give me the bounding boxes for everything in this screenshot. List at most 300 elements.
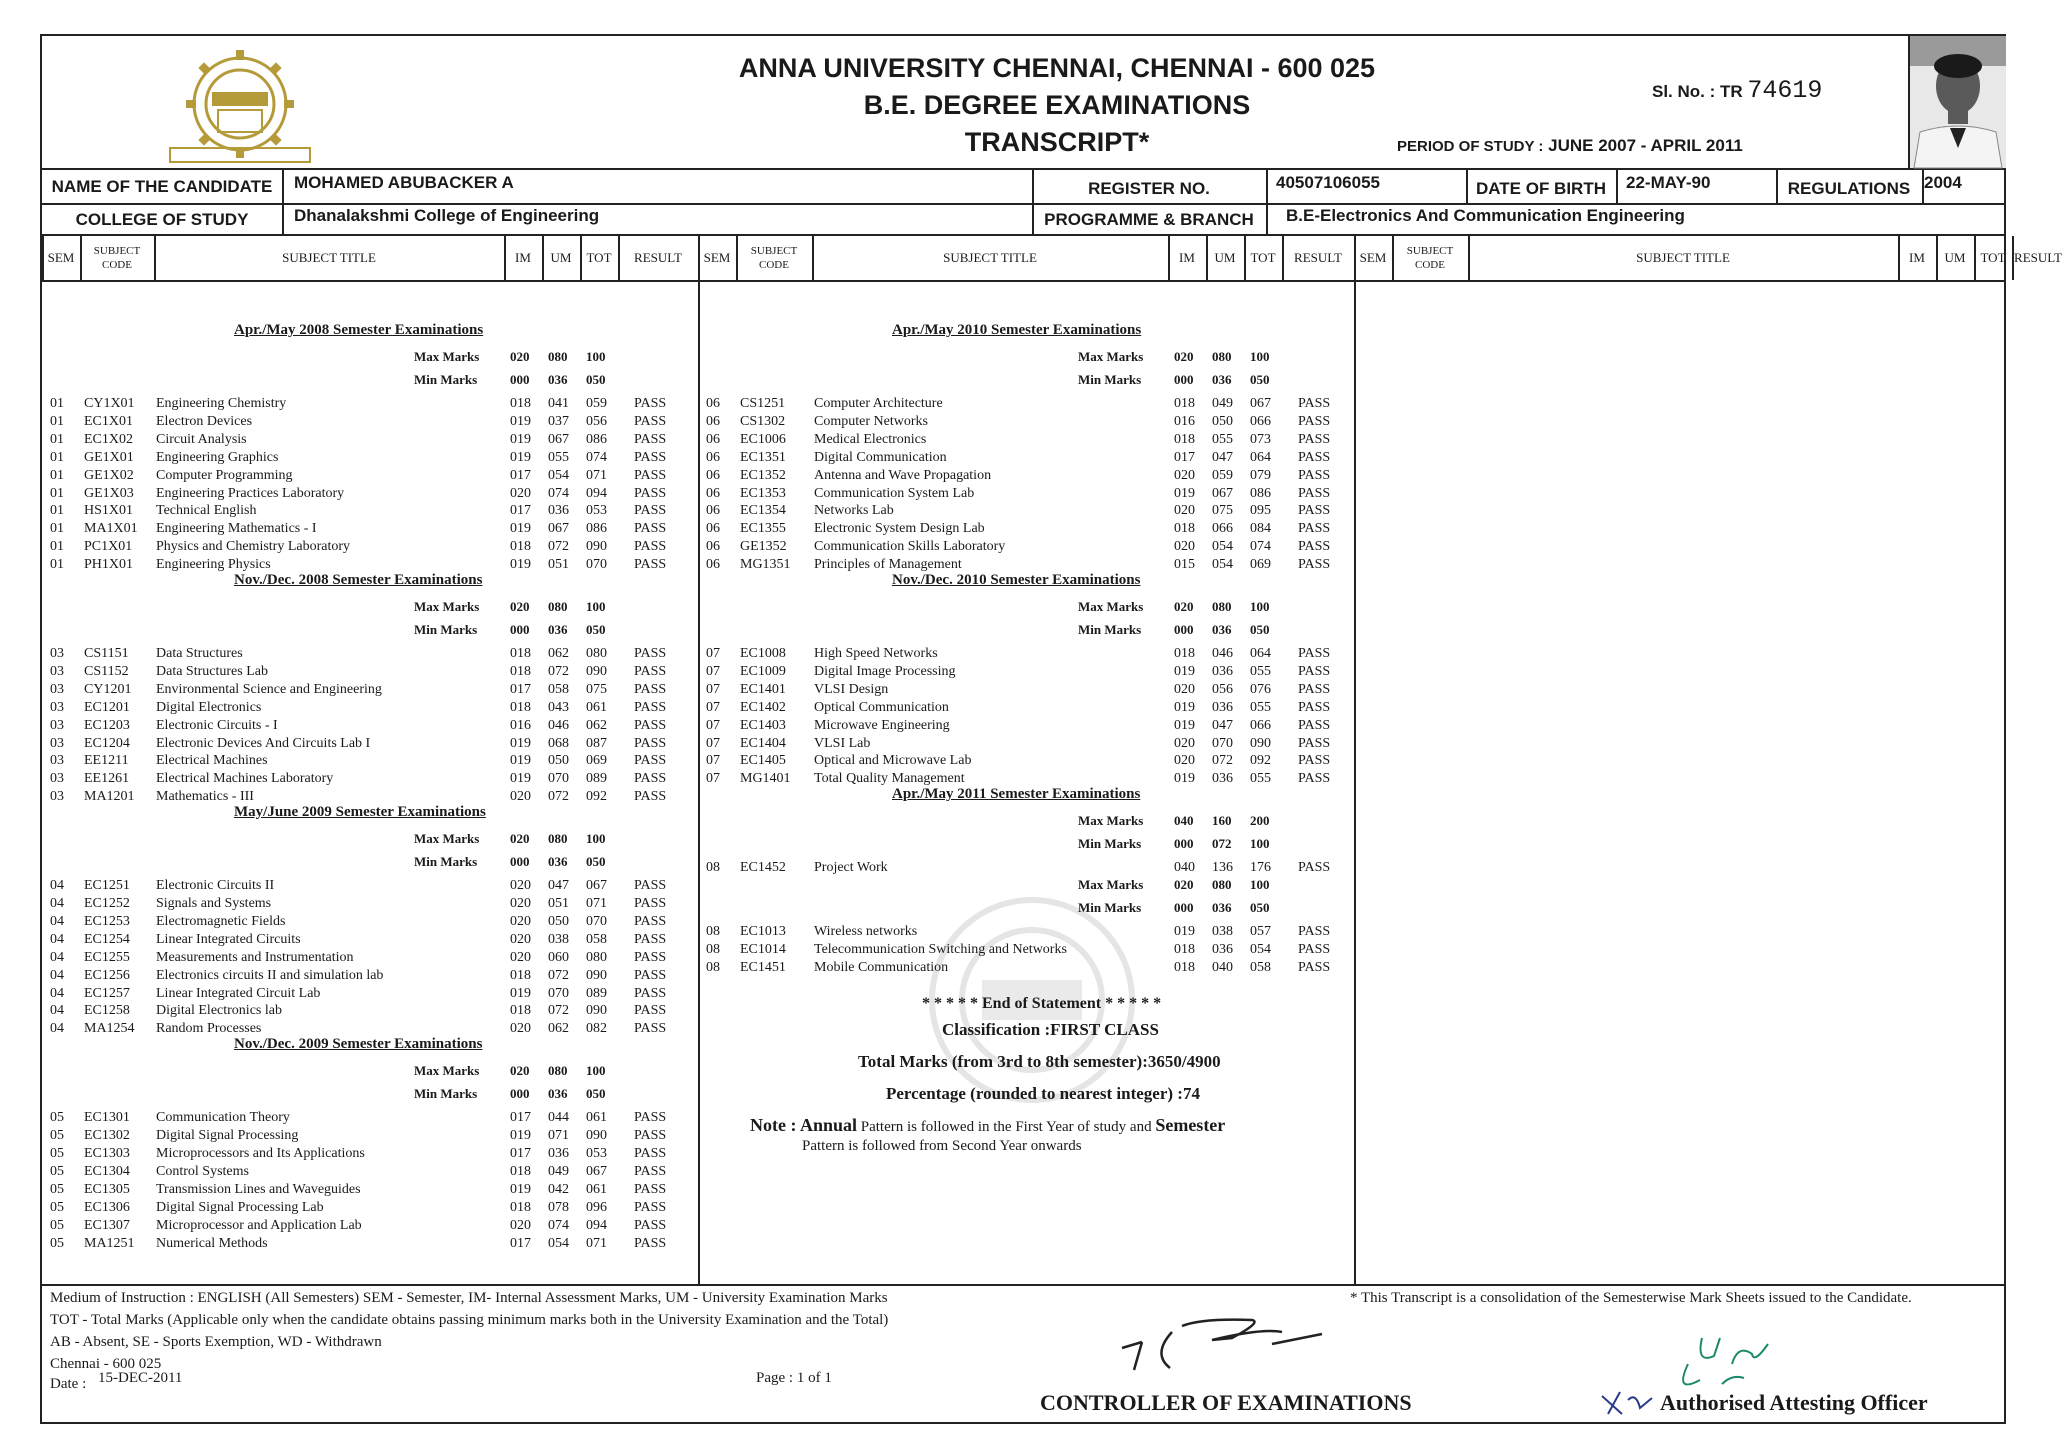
cell-tot: 090 (586, 539, 607, 555)
column-header-um: UM (1214, 250, 1236, 265)
cell-res: PASS (1298, 431, 1331, 447)
cell-im: 019 (510, 735, 531, 751)
cell-res: PASS (1298, 413, 1331, 429)
cell-code: GE1352 (740, 539, 787, 555)
cell-code: EC1303 (84, 1146, 130, 1161)
cell-um: 067 (548, 431, 569, 447)
cell-code: GE1X02 (84, 467, 134, 483)
cell-um: 054 (1212, 557, 1233, 573)
marks-im: 000 (1174, 372, 1194, 387)
cell-um: 070 (548, 985, 569, 1001)
cell-sem: 03 (50, 646, 64, 661)
cell-sem: 06 (706, 503, 720, 519)
cell-sem: 06 (706, 413, 720, 429)
cell-im: 018 (1174, 521, 1195, 537)
column-header-im: IM (1909, 250, 1925, 265)
marks-label: Min Marks (414, 1086, 478, 1102)
cell-tot: 089 (586, 771, 607, 787)
marks-tot: 100 (586, 349, 606, 364)
cell-im: 019 (510, 771, 531, 787)
cell-title: Numerical Methods (156, 1235, 268, 1251)
cell-tot: 058 (1250, 959, 1271, 975)
cell-um: 074 (548, 485, 569, 501)
cell-code: EC1253 (84, 913, 130, 929)
cell-um: 071 (548, 1128, 569, 1144)
cell-code: GE1X01 (84, 449, 134, 465)
register-label: REGISTER NO. (1088, 179, 1210, 198)
marks-tot: 100 (1250, 349, 1270, 364)
cell-code: EC1013 (740, 924, 786, 940)
cell-res: PASS (634, 1021, 667, 1037)
cell-sem: 08 (706, 942, 720, 957)
cell-code: EE1261 (84, 771, 130, 787)
marks-im: 000 (1174, 622, 1194, 637)
cell-title: Optical Communication (814, 699, 949, 715)
cell-im: 019 (510, 985, 531, 1001)
marks-tot: 100 (1250, 877, 1270, 893)
marks-label: Min Marks (1078, 622, 1142, 637)
subject-row (42, 1002, 667, 1020)
cell-res: PASS (634, 539, 667, 555)
cell-im: 018 (510, 1163, 531, 1179)
cell-tot: 055 (1250, 771, 1271, 787)
column-header-sem: SEM (1359, 250, 1387, 265)
column-divider (580, 236, 582, 280)
cell-tot: 064 (1250, 646, 1271, 661)
cell-sem: 06 (706, 431, 720, 447)
cell-tot: 090 (586, 967, 607, 983)
cell-res: PASS (1298, 959, 1331, 975)
column-header-sem: SEM (703, 250, 731, 265)
percentage: Percentage (rounded to nearest integer) :74 (886, 1084, 1200, 1103)
cell-im: 016 (1174, 413, 1195, 429)
cell-um: 068 (548, 735, 569, 751)
cell-im: 018 (510, 1199, 531, 1215)
cell-tot: 075 (586, 681, 607, 697)
cell-sem: 01 (50, 557, 64, 573)
column-header-title: SUBJECT TITLE (1636, 250, 1730, 265)
cell-title: Random Processes (156, 1021, 262, 1037)
cell-tot: 086 (1250, 485, 1271, 501)
subject-row (42, 895, 667, 913)
cell-code: EC1251 (84, 878, 130, 894)
cell-res: PASS (634, 771, 667, 787)
cell-title: Data Structures Lab (156, 663, 268, 679)
exam-name: B.E. DEGREE EXAMINATIONS (863, 90, 1251, 120)
cell-title: Digital Electronics (156, 699, 262, 715)
cell-tot: 067 (586, 878, 607, 894)
cell-title: Digital Image Processing (814, 663, 956, 679)
cell-sem: 06 (706, 449, 720, 465)
cell-title: Engineering Graphics (156, 449, 279, 465)
cell-sem: 05 (50, 1235, 64, 1251)
column-divider (1468, 236, 1470, 280)
cell-tot: 076 (1250, 681, 1271, 697)
cell-im: 019 (510, 753, 531, 769)
cell-im: 017 (1174, 449, 1195, 465)
cell-title: Signals and Systems (156, 896, 272, 911)
cell-sem: 01 (50, 521, 64, 537)
cell-tot: 086 (586, 521, 607, 537)
cell-tot: 066 (1250, 717, 1271, 733)
marks-um: 080 (548, 349, 568, 364)
marks-um: 080 (548, 831, 568, 847)
cell-im: 020 (510, 1217, 531, 1233)
cell-um: 046 (548, 717, 569, 733)
note-middle: Pattern is followed in the First Year of study and (857, 1119, 1156, 1135)
marks-im: 000 (1174, 836, 1194, 852)
cell-res: PASS (634, 1146, 667, 1161)
column-header-res: RESULT (1294, 250, 1342, 265)
cell-sem: 07 (706, 681, 720, 697)
cell-title: Electronic System Design Lab (814, 521, 985, 537)
cell-tot: 053 (586, 1146, 607, 1161)
university-title-block (707, 50, 1407, 161)
college-name: Dhanalakshmi College of Engineering (294, 206, 600, 225)
cell-sem: 07 (706, 717, 720, 733)
cell-sem: 04 (50, 1003, 64, 1019)
cell-title: Digital Communication (814, 449, 947, 465)
cell-um: 038 (1212, 924, 1233, 940)
marks-label: Min Marks (1078, 836, 1142, 852)
cell-tot: 070 (586, 557, 607, 573)
cell-code: PH1X01 (84, 557, 134, 573)
marks-um: 160 (1212, 813, 1232, 829)
cell-sem: 06 (706, 539, 720, 555)
marks-label: Max Marks (1078, 349, 1144, 364)
cell-um: 049 (1212, 396, 1233, 411)
cell-um: 072 (548, 789, 569, 805)
cell-res: PASS (634, 557, 667, 573)
cell-res: PASS (634, 931, 667, 947)
marks-tot: 050 (586, 622, 606, 637)
cell-code: EC1401 (740, 681, 786, 697)
marks-tot: 050 (1250, 622, 1270, 637)
cell-im: 020 (510, 789, 531, 805)
cell-title: Electronic Circuits II (156, 878, 275, 894)
cell-tot: 055 (1250, 699, 1271, 715)
cell-code: EC1402 (740, 699, 786, 715)
cell-um: 078 (548, 1199, 569, 1215)
marks-tot: 050 (586, 1086, 606, 1102)
cell-title: Engineering Mathematics - I (156, 521, 317, 537)
cell-im: 020 (510, 949, 531, 965)
candidate-name: MOHAMED ABUBACKER A (294, 173, 514, 192)
cell-im: 020 (1174, 539, 1195, 555)
marks-label: Min Marks (414, 622, 478, 637)
cell-res: PASS (1298, 557, 1331, 573)
subject-row (42, 1217, 667, 1235)
cell-um: 036 (548, 503, 569, 519)
classification: Classification :FIRST CLASS (942, 1020, 1159, 1039)
cell-im: 015 (1174, 557, 1195, 573)
cell-um: 066 (1212, 521, 1233, 537)
cell-title: Computer Architecture (814, 396, 943, 411)
column-header-im: IM (515, 250, 531, 265)
marks-um: 080 (548, 1063, 568, 1079)
cell-tot: 090 (586, 1128, 607, 1144)
cell-tot: 084 (1250, 521, 1271, 537)
cell-im: 019 (510, 557, 531, 573)
cell-code: EC1009 (740, 663, 786, 679)
marks-im: 020 (510, 599, 530, 614)
programme-name: B.E-Electronics And Communication Engineering (1286, 206, 1685, 225)
marks-um: 080 (1212, 349, 1232, 364)
cell-sem: 03 (50, 663, 64, 679)
block-divider (698, 236, 700, 1284)
cell-res: PASS (1298, 735, 1331, 751)
cell-sem: 08 (706, 924, 720, 940)
column-divider (2012, 236, 2014, 280)
cell-im: 019 (510, 521, 531, 537)
cell-um: 042 (548, 1181, 569, 1197)
cell-sem: 01 (50, 485, 64, 501)
cell-res: PASS (1298, 753, 1331, 769)
cell-title: Telecommunication Switching and Networks (814, 942, 1067, 957)
column-header-res: RESULT (2014, 250, 2062, 265)
column-header-title: SUBJECT TITLE (943, 250, 1037, 265)
cell-um: 040 (1212, 959, 1233, 975)
marks-um: 036 (548, 854, 568, 870)
cell-title: Wireless networks (814, 924, 918, 940)
cell-code: CS1152 (84, 663, 129, 679)
period-value: JUNE 2007 - APRIL 2011 (1548, 136, 1743, 155)
cell-sem: 05 (50, 1163, 64, 1179)
cell-title: Data Structures (156, 646, 243, 661)
university-logo (160, 48, 320, 166)
cell-title: Electrical Machines Laboratory (156, 771, 334, 787)
cell-res: PASS (1298, 663, 1331, 679)
cell-title: Total Quality Management (814, 771, 965, 787)
column-divider (80, 236, 82, 280)
cell-im: 017 (510, 503, 531, 519)
cell-im: 018 (510, 699, 531, 715)
cell-um: 043 (548, 699, 569, 715)
marks-im: 020 (510, 1063, 530, 1079)
cell-code: CS1151 (84, 646, 129, 661)
subject-row (42, 877, 667, 895)
semester-heading: Nov./Dec. 2010 Semester Examinations (892, 572, 1141, 588)
cell-res: PASS (1298, 503, 1331, 519)
serial-value: 74619 (1747, 76, 1823, 105)
cell-res: PASS (1298, 860, 1331, 876)
cell-um: 067 (1212, 485, 1233, 501)
column-header-tot: TOT (586, 250, 612, 265)
marks-label: Min Marks (1078, 372, 1142, 387)
cell-title: Physics and Chemistry Laboratory (156, 539, 351, 555)
cell-sem: 08 (706, 860, 720, 876)
cell-title: Digital Signal Processing Lab (156, 1199, 324, 1215)
cell-code: EC1257 (84, 985, 130, 1001)
cell-um: 067 (548, 521, 569, 537)
cell-title: Computer Networks (814, 413, 928, 429)
cell-um: 036 (1212, 699, 1233, 715)
cell-tot: 080 (586, 646, 607, 661)
cell-tot: 061 (586, 1181, 607, 1197)
marks-im: 000 (510, 854, 530, 870)
cell-res: PASS (634, 646, 667, 661)
cell-res: PASS (634, 1217, 667, 1233)
cell-sem: 06 (706, 396, 720, 411)
cell-title: Engineering Physics (156, 557, 271, 573)
cell-um: 056 (1212, 681, 1233, 697)
cell-res: PASS (1298, 646, 1331, 661)
subject-row (42, 1181, 667, 1199)
cell-res: PASS (1298, 521, 1331, 537)
cell-title: Communication Theory (156, 1110, 290, 1126)
cell-sem: 01 (50, 449, 64, 465)
marks-label: Max Marks (414, 1063, 480, 1079)
cell-um: 050 (548, 913, 569, 929)
note-semester: Semester (1155, 1115, 1226, 1135)
controller-title: CONTROLLER OF EXAMINATIONS (1040, 1390, 1412, 1415)
cell-um: 036 (1212, 663, 1233, 679)
column-divider (1936, 236, 1938, 280)
regulations-value: 2004 (1924, 173, 1962, 192)
marks-tot: 100 (1250, 836, 1270, 852)
cell-um: 051 (548, 557, 569, 573)
transcript-header (42, 36, 2004, 170)
cell-title: Communication System Lab (814, 485, 975, 501)
cell-um: 050 (548, 753, 569, 769)
cell-im: 017 (510, 1235, 531, 1251)
cell-im: 019 (510, 1128, 531, 1144)
cell-um: 055 (1212, 431, 1233, 447)
cell-im: 018 (510, 539, 531, 555)
block-divider (1354, 236, 1356, 1284)
semester-heading: May/June 2009 Semester Examinations (234, 804, 486, 821)
cell-code: EC1256 (84, 967, 130, 983)
cell-um: 047 (548, 878, 569, 894)
serial-number (1652, 76, 1822, 105)
cell-code: EC1452 (740, 860, 786, 876)
cell-um: 047 (1212, 449, 1233, 465)
cell-tot: 071 (586, 1235, 607, 1251)
cell-im: 018 (1174, 431, 1195, 447)
period-of-study (1397, 136, 1743, 156)
cell-code: EC1352 (740, 467, 786, 483)
cell-um: 070 (548, 771, 569, 787)
pattern-note-2: Pattern is followed from Second Year onwards (802, 1138, 1082, 1154)
cell-res: PASS (634, 985, 667, 1001)
column-header-code: SUBJECT CODE (93, 245, 141, 271)
marks-tot: 100 (586, 599, 606, 614)
marks-label: Max Marks (414, 349, 480, 364)
marks-um: 036 (548, 1086, 568, 1102)
marks-tot: 100 (586, 831, 606, 847)
cell-um: 054 (548, 1235, 569, 1251)
cell-tot: 058 (586, 931, 607, 947)
cell-tot: 086 (586, 431, 607, 447)
cell-sem: 03 (50, 771, 64, 787)
cell-res: PASS (1298, 699, 1331, 715)
marks-tot: 050 (586, 372, 606, 387)
cell-tot: 069 (586, 753, 607, 769)
cell-res: PASS (634, 949, 667, 965)
name-label: NAME OF THE CANDIDATE (51, 177, 273, 196)
cell-title: Project Work (814, 860, 888, 876)
cell-um: 075 (1212, 503, 1233, 519)
cell-im: 019 (1174, 717, 1195, 733)
subject-row (42, 1127, 667, 1145)
cell-code: MG1401 (740, 771, 791, 787)
marks-label: Max Marks (414, 599, 480, 614)
column-divider (1974, 236, 1976, 280)
cell-im: 020 (510, 931, 531, 947)
cell-tot: 074 (586, 449, 607, 465)
cell-title: Linear Integrated Circuit Lab (156, 985, 321, 1001)
cell-tot: 054 (1250, 942, 1271, 957)
cell-code: EC1301 (84, 1110, 130, 1126)
cell-im: 020 (1174, 503, 1195, 519)
document-type: TRANSCRIPT* (964, 127, 1150, 157)
marks-im: 000 (1174, 900, 1194, 916)
cell-sem: 03 (50, 717, 64, 733)
marks-tot: 200 (1250, 813, 1270, 829)
cell-res: PASS (634, 967, 667, 983)
cell-res: PASS (634, 663, 667, 679)
cell-title: Linear Integrated Circuits (156, 931, 301, 947)
cell-um: 072 (548, 1003, 569, 1019)
column-divider (154, 236, 156, 280)
cell-res: PASS (1298, 485, 1331, 501)
column-header-tot: TOT (1250, 250, 1276, 265)
cell-title: Measurements and Instrumentation (156, 949, 354, 965)
marks-im: 000 (510, 1086, 530, 1102)
cell-code: EC1305 (84, 1181, 130, 1197)
controller-signature (1112, 1298, 1412, 1378)
cell-um: 072 (548, 539, 569, 555)
cell-code: EC1258 (84, 1003, 130, 1019)
cell-title: Networks Lab (814, 503, 894, 519)
cell-sem: 07 (706, 646, 720, 661)
cell-code: EC1014 (740, 942, 786, 957)
cell-title: Microprocessor and Application Lab (156, 1217, 362, 1233)
footer-line-3: AB - Absent, SE - Sports Exemption, WD - Withdrawn (50, 1334, 382, 1350)
cell-code: EC1351 (740, 449, 786, 465)
cell-tot: 070 (586, 913, 607, 929)
column-divider (812, 236, 814, 280)
cell-im: 020 (510, 485, 531, 501)
cell-code: EC1354 (740, 503, 786, 519)
subject-row (42, 1145, 667, 1163)
marks-im: 020 (1174, 877, 1194, 893)
cell-res: PASS (634, 717, 667, 733)
cell-um: 036 (548, 1146, 569, 1161)
cell-um: 037 (548, 413, 569, 429)
cell-im: 020 (510, 913, 531, 929)
cell-title: Optical and Microwave Lab (814, 753, 972, 769)
pattern-note (750, 1115, 1225, 1136)
cell-code: EC1255 (84, 949, 130, 965)
cell-res: PASS (634, 699, 667, 715)
serial-label: Sl. No. : TR (1652, 82, 1743, 101)
cell-im: 020 (1174, 467, 1195, 483)
cell-res: PASS (634, 735, 667, 751)
column-header-sem: SEM (47, 250, 75, 265)
cell-sem: 03 (50, 735, 64, 751)
marks-um: 036 (548, 622, 568, 637)
cell-tot: 064 (1250, 449, 1271, 465)
cell-im: 019 (1174, 663, 1195, 679)
cell-im: 016 (510, 717, 531, 733)
marks-um: 036 (1212, 622, 1232, 637)
cell-res: PASS (1298, 449, 1331, 465)
cell-tot: 089 (586, 985, 607, 1001)
marks-label: Max Marks (1078, 813, 1144, 829)
cell-res: PASS (1298, 467, 1331, 483)
cell-tot: 066 (1250, 413, 1271, 429)
